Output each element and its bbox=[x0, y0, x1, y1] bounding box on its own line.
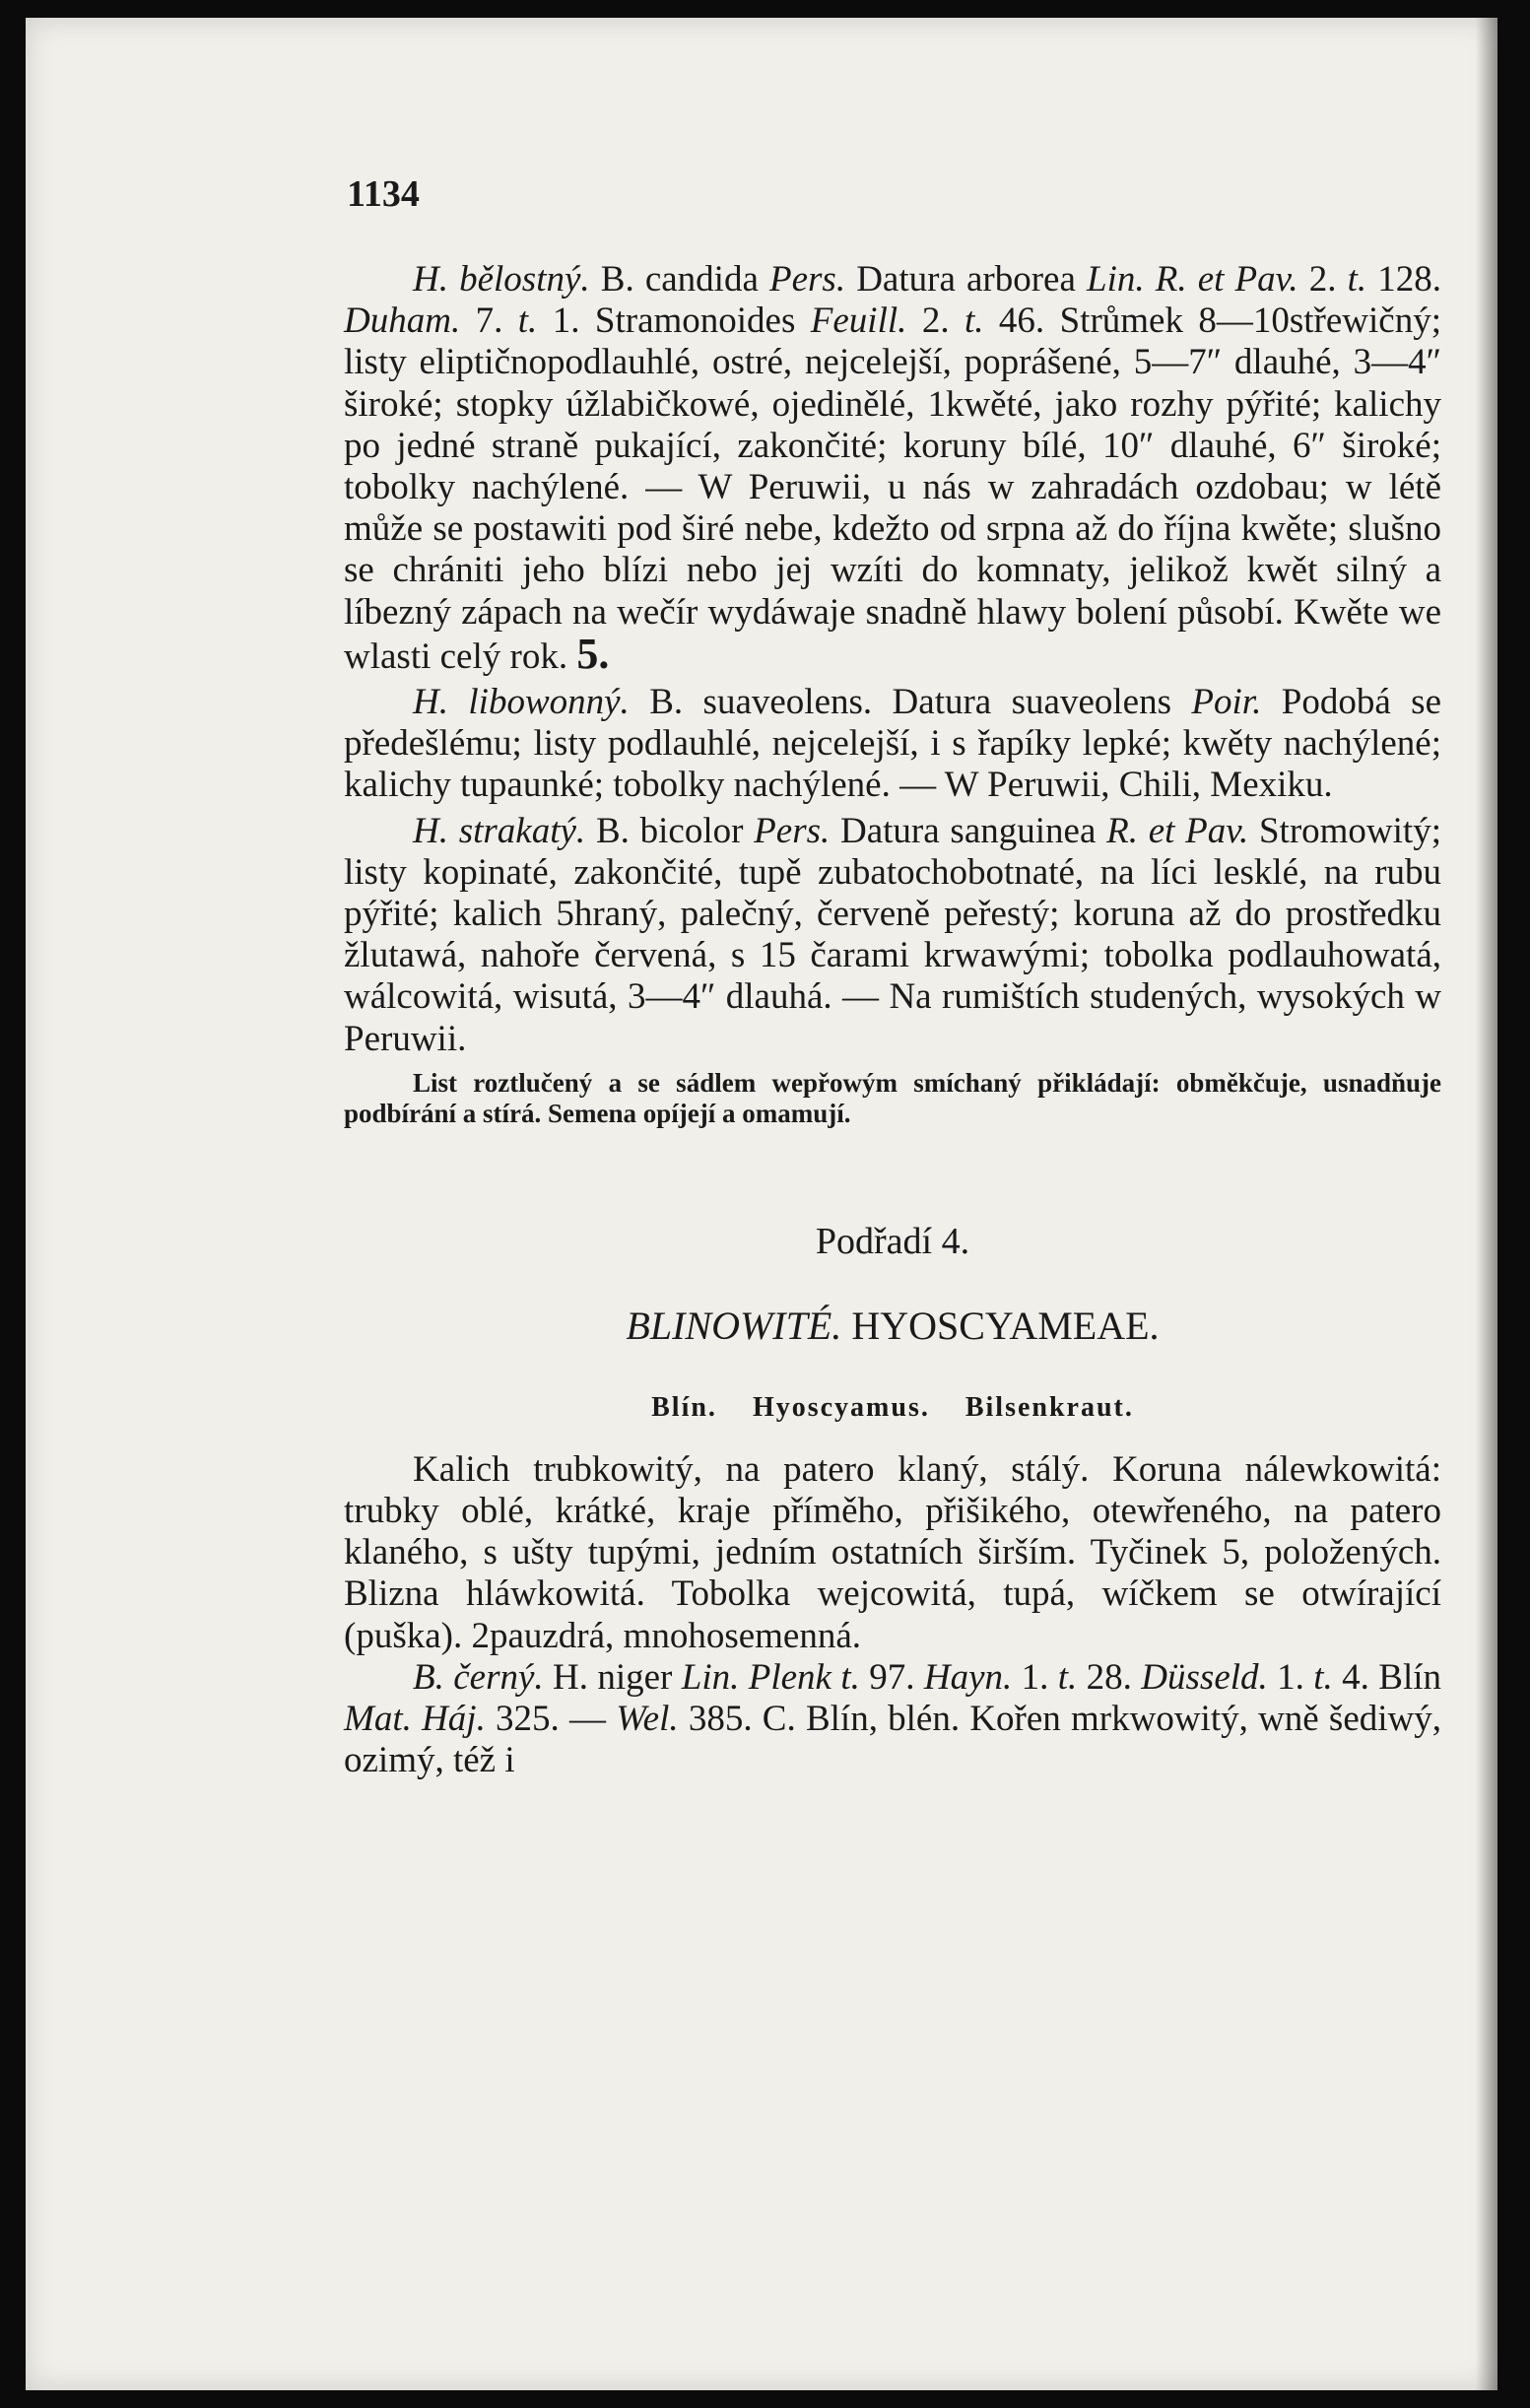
suborder-heading: Podřadí 4. bbox=[815, 1220, 970, 1262]
page-number: 1134 bbox=[347, 173, 420, 215]
entry-bicolor: H. strakatý. B. bicolor Pers. Datura sanguinea R. et Pav. Stromowitý; listy kopinaté, zakončité, tupě zubatochobotnaté, na líci lesklé, na rubu pýřité; kalich 5hraný, palečný, červeně peřestý; koruna až do prostředku žlutawá, nahoře červená, s 15 čarami krwawými; tobolka podlauhowatá, wálcowitá, wisutá, 3—4″ dlauhá. — Na rumištích studených, wysokých w Peruwii. bbox=[344, 810, 1441, 1059]
text-block bbox=[344, 259, 1441, 1781]
book-page bbox=[26, 18, 1497, 2390]
entry-name: B. černý. bbox=[413, 1656, 544, 1698]
family-heading: BLINOWITÉ. HYOSCYAMEAE. bbox=[626, 1303, 1160, 1348]
handwritten-mark: 5. bbox=[576, 629, 610, 678]
entry-name: H. strakatý. bbox=[413, 810, 586, 851]
entry-niger: B. černý. H. niger Lin. Plenk t. 97. Hayn. 1. t. 28. Düsseld. 1. t. 4. Blín Mat. Háj. 325. — Wel. 385. C. Blín, blén. Kořen mrkwowitý, wně šediwý, ozimý, též i bbox=[344, 1656, 1442, 1781]
genus-description: Kalich trubkowitý, na patero klaný, stálý. Koruna nálewkowitá: trubky oblé, krátké, kraje příměho, přišikého, otewřeného, na patero klaného, s ušty tupými, jedním ostatních širším. Tyčinek 5, položených. Blizna hláwkowitá. Tobolka wejcowitá, tupá, wíčkem se otwírající (puška). 2pauzdrá, mnohosemenná. bbox=[344, 1448, 1441, 1656]
entry-name: H. libowonný. bbox=[413, 682, 630, 723]
genus-heading: Blín. Hyoscyamus. Bilsenkraut. bbox=[651, 1391, 1134, 1423]
entry-name: H. bělostný. bbox=[413, 259, 590, 300]
entry-candida: H. bělostný. B. candida Pers. Datura arborea Lin. R. et Pav. 2. t. 128. Duham. 7. t. 1. Stramonoides Feuill. 2. t. 46. Strůmek 8—10střewičný; listy eliptičnopodlauhlé, ostré, nejcelejší, poprášené, 5—7″ dlauhé, 3—4″ široké; stopky úžlabičkowé, ojedinělé, 1kwěté, jako rozhy pýřité; kalichy po jedné straně pukající, zakončité; koruny bílé, 10″ dlauhé, 6″ široké; tobolky nachýlené. — W Peruwii, u nás w zahradách ozdobau; w létě může se postawiti pod širé nebe, kdežto od srpna až do října kwěte; slušno se chrániti jeho blízi nebo jej wzíti do komnaty, jelikož kwět silný a líbezný zápach na wečír wydáwaje snadně hlawy bolení působí. Kwěte we wlasti celý rok. 5. bbox=[344, 259, 1442, 678]
entry-suaveolens: H. libowonný. B. suaveolens. Datura suaveolens Poir. Podobá se předešlému; listy podlauhlé, nejcelejší, i s řapíky lepké; kwěty nachýlené; kalichy tupaunké; tobolky nachýlené. — W Peruwii, Chili, Mexiku. bbox=[344, 682, 1441, 806]
usage-note: List roztlučený a se sádlem wepřowým smíchaný přikládají: obměkčuje, usnadňuje podbírání a stírá. Semena opíjejí a omamují. bbox=[344, 1067, 1441, 1128]
